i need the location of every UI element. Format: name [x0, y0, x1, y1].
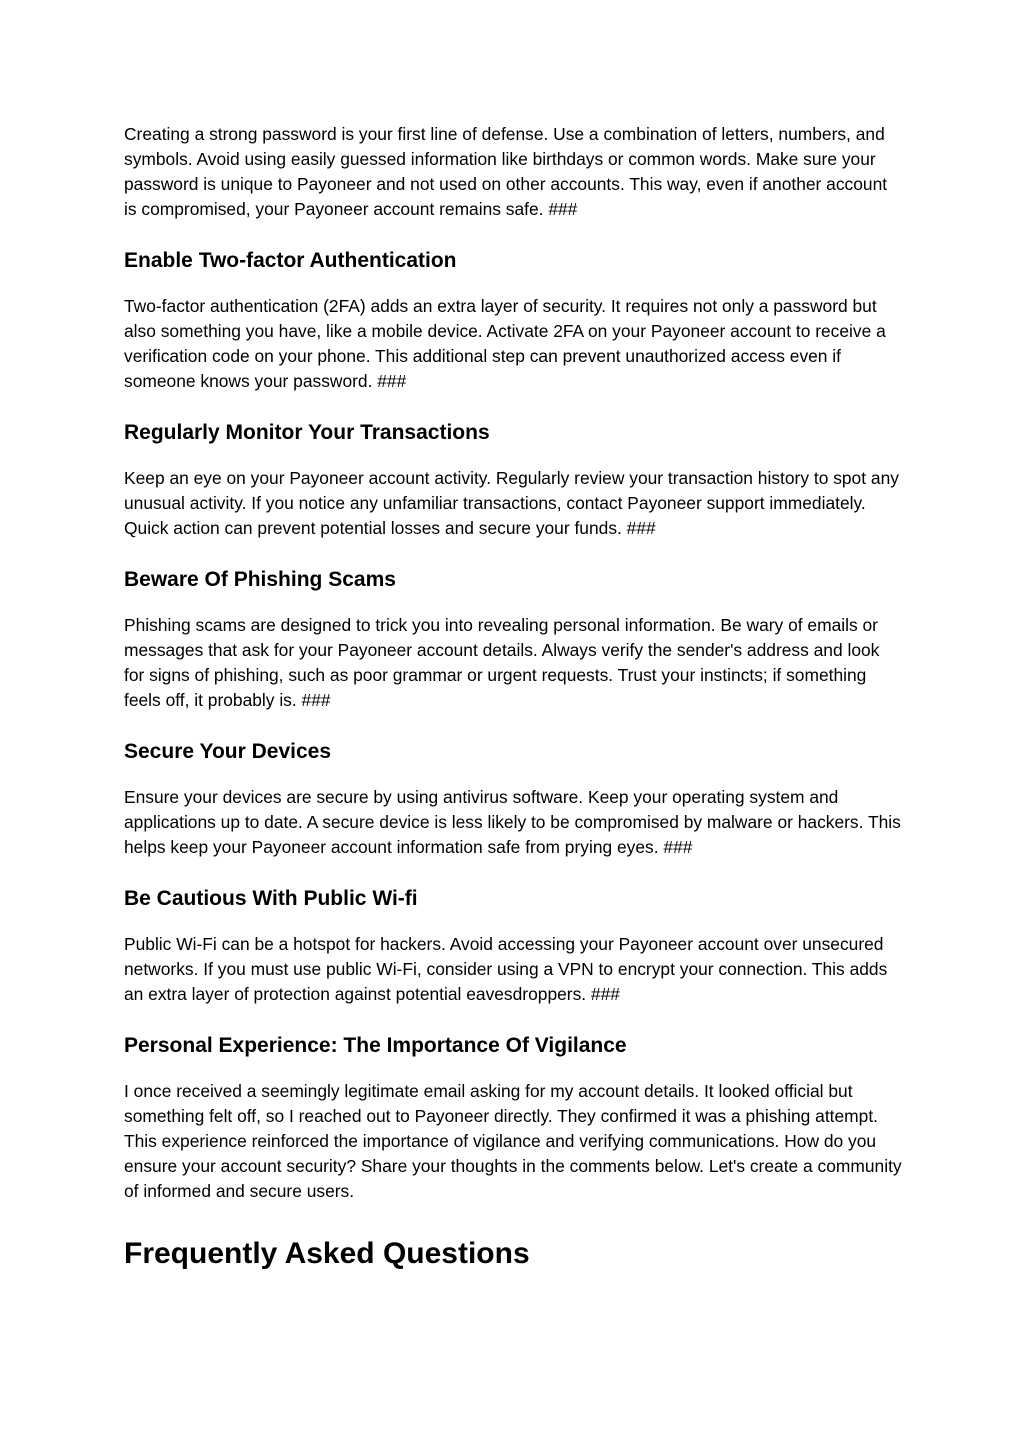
faq-heading: Frequently Asked Questions — [124, 1237, 530, 1270]
section-heading-monitor-transactions: Regularly Monitor Your Transactions — [124, 421, 490, 444]
section-heading-public-wifi: Be Cautious With Public Wi-fi — [124, 887, 418, 910]
section-paragraph-personal-experience: I once received a seemingly legitimate email asking for my account details. It looked official but something felt off, so I reached out to Payoneer directly. They confirmed it was a phishing attempt. This experience reinforced the importance of vigilance and verifying communications. How do you ensure your account security? Share your thoughts in the comments below. Let's create a community of informed and secure users. — [124, 1081, 902, 1201]
document-body — [124, 122, 904, 1272]
section-paragraph-phishing: Phishing scams are designed to trick you into revealing personal information. Be wary of emails or messages that ask for your Payoneer account details. Always verify the sender's address and look for signs of phishing, such as poor grammar or urgent requests. Trust your instincts; if something feels off, it probably is. ### — [124, 615, 880, 710]
section-paragraph-devices: Ensure your devices are secure by using antivirus software. Keep your operating system and applications up to date. A secure device is less likely to be compromised by malware or hackers. This helps keep your Payoneer account information safe from prying eyes. ### — [124, 787, 901, 857]
section-heading-two-factor: Enable Two-factor Authentication — [124, 249, 457, 272]
section-paragraph-public-wifi: Public Wi-Fi can be a hotspot for hackers. Avoid accessing your Payoneer account over unsecured networks. If you must use public Wi-Fi, consider using a VPN to encrypt your connection. This adds an extra layer of protection against potential eavesdroppers. ### — [124, 934, 888, 1004]
section-paragraph-two-factor: Two-factor authentication (2FA) adds an extra layer of security. It requires not only a password but also something you have, like a mobile device. Activate 2FA on your Payoneer account to receive a verification code on your phone. This additional step can prevent unauthorized access even if someone knows your password. ### — [124, 296, 886, 391]
section-paragraph-monitor-transactions: Keep an eye on your Payoneer account activity. Regularly review your transaction history to spot any unusual activity. If you notice any unfamiliar transactions, contact Payoneer support immediately. Quick action can prevent potential losses and secure your funds. ### — [124, 468, 899, 538]
section-heading-personal-experience: Personal Experience: The Importance Of Vigilance — [124, 1034, 627, 1057]
section-heading-devices: Secure Your Devices — [124, 740, 332, 763]
intro-paragraph: Creating a strong password is your first line of defense. Use a combination of letters, numbers, and symbols. Avoid using easily guessed information like birthdays or common words. Make sure your password is unique to Payoneer and not used on other accounts. This way, even if another account is compromised, your Payoneer account remains safe. ### — [124, 124, 888, 219]
section-heading-phishing: Beware Of Phishing Scams — [124, 568, 396, 591]
